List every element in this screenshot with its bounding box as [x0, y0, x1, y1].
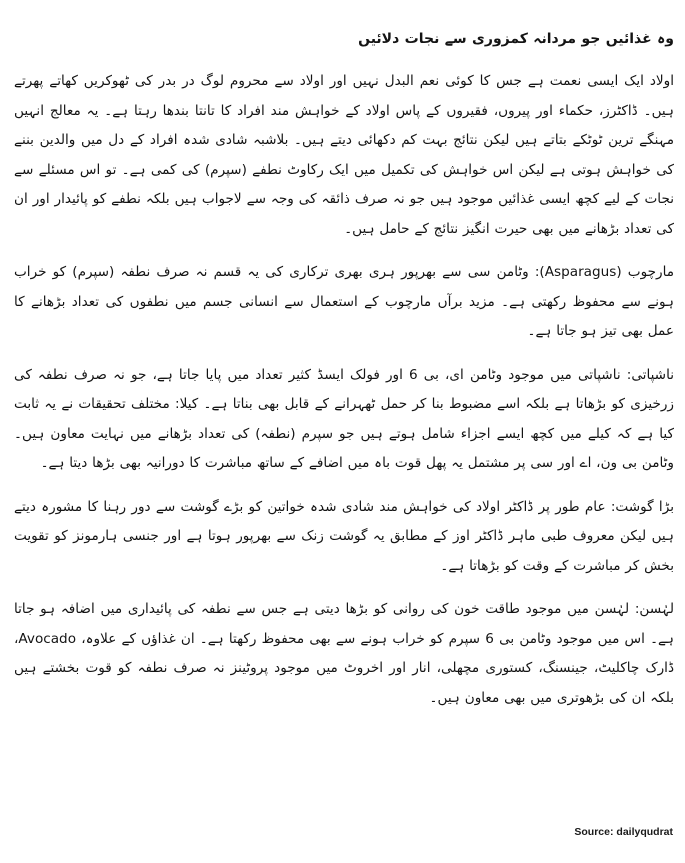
paragraph-asparagus: مارچوب (Asparagus): وٹامن سی سے بھرپور ہری بھری ترکاری کی یہ قسم نہ صرف نطفہ (سپرم) کو خراب ہونے سے محفوظ رکھتی ہے۔ مزید برآں مارچوب کے استعمال سے انسانی جسم میں نطفوں کی تعداد بڑھانے کا عمل بھی تیز ہو جاتا ہے۔ [14, 264, 674, 339]
article-title: وہ غذائیں جو مردانہ کمزوری سے نجات دلائیں [358, 31, 674, 47]
paragraph-garlic: لہٰسن: لہٰسن میں موجود طاقت خون کی روانی کو بڑھا دیتی ہے جس سے نطفہ کی پائیداری میں اضافہ ہو جاتا ہے۔ اس میں موجود وٹامن بی 6 سپرم کو خراب ہونے سے بھی محفوظ رکھتا ہے۔ ان غذاؤں کے علاوہ، Avocado، ڈارک چاکلیٹ، جینسنگ، کستوری مچھلی، انار اور اخروٹ میں موجود پروٹینز نہ صرف نطفہ کو قوت بخشتے ہیں بلکہ ان کی بڑھوتری میں بھی معاون ہیں۔ [14, 601, 674, 706]
source-credit: Source: dailyqudrat [574, 826, 673, 838]
paragraph-pear-banana: ناشپاتی: ناشپاتی میں موجود وٹامن ای، بی 6 اور فولک ایسڈ کثیر تعداد میں پایا جاتا ہے، جو نہ صرف نطفہ کی زرخیزی کو بڑھاتا ہے بلکہ اسے مضبوط بنا کر حمل ٹھہرانے کے قابل بھی بناتا ہے۔ کیلا: مختلف تحقیقات نے یہ ثابت کیا ہے کہ کیلے میں کچھ ایسے اجزاء شامل ہوتے ہیں جو سپرم (نطفہ) کی تعداد بڑھانے میں نہایت معاون ہیں۔ وٹامن بی ون، اے اور سی پر مشتمل یہ پھل قوت باہ میں اضافے کے ساتھ مباشرت کا دورانیہ بھی بڑھا دیتا ہے۔ [14, 366, 675, 471]
article [14, 28, 674, 727]
paragraph-intro: اولاد ایک ایسی نعمت ہے جس کا کوئی نعم البدل نہیں اور اولاد سے محروم لوگ در بدر کی ٹھوکریں کھاتے پھرتے ہیں۔ ڈاکٹرز، حکماء اور پیروں، فقیروں کے پاس اولاد کے خواہش مند افراد کا تانتا بندھا رہتا ہے۔ یہ معالج انہیں مہنگے ترین ٹوٹکے بتاتے ہیں لیکن نتائج بہت کم دکھائی دیتے ہیں۔ بلاشبہ شادی شدہ افراد کے دل میں والدین بننے کی خواہش ہوتی ہے لیکن اس خواہش کی تکمیل میں ایک رکاوٹ نطفے (سپرم) کی کمی ہے۔ تو اس مسئلے سے نجات کے لیے کچھ ایسی غذائیں موجود ہیں جو نہ صرف ذائقہ کی وجہ سے لاجواب ہیں بلکہ نطفے کو پائیدار اور ان کی تعداد بڑھانے میں بھی حیرت انگیز نتائج کے حامل ہیں۔ [14, 73, 674, 237]
paragraph-red-meat: بڑا گوشت: عام طور پر ڈاکٹر اولاد کی خواہش مند شادی شدہ خواتین کو بڑے گوشت سے دور رہنا کا مشورہ دیتے ہیں لیکن معروف طبی ماہر ڈاکٹر اوز کے مطابق یہ گوشت زنک سے بھرپور ہوتا ہے اور جنسی ہارمونز کو تقویت بخش کر مباشرت کے وقت کو بڑھاتا ہے۔ [14, 498, 674, 574]
